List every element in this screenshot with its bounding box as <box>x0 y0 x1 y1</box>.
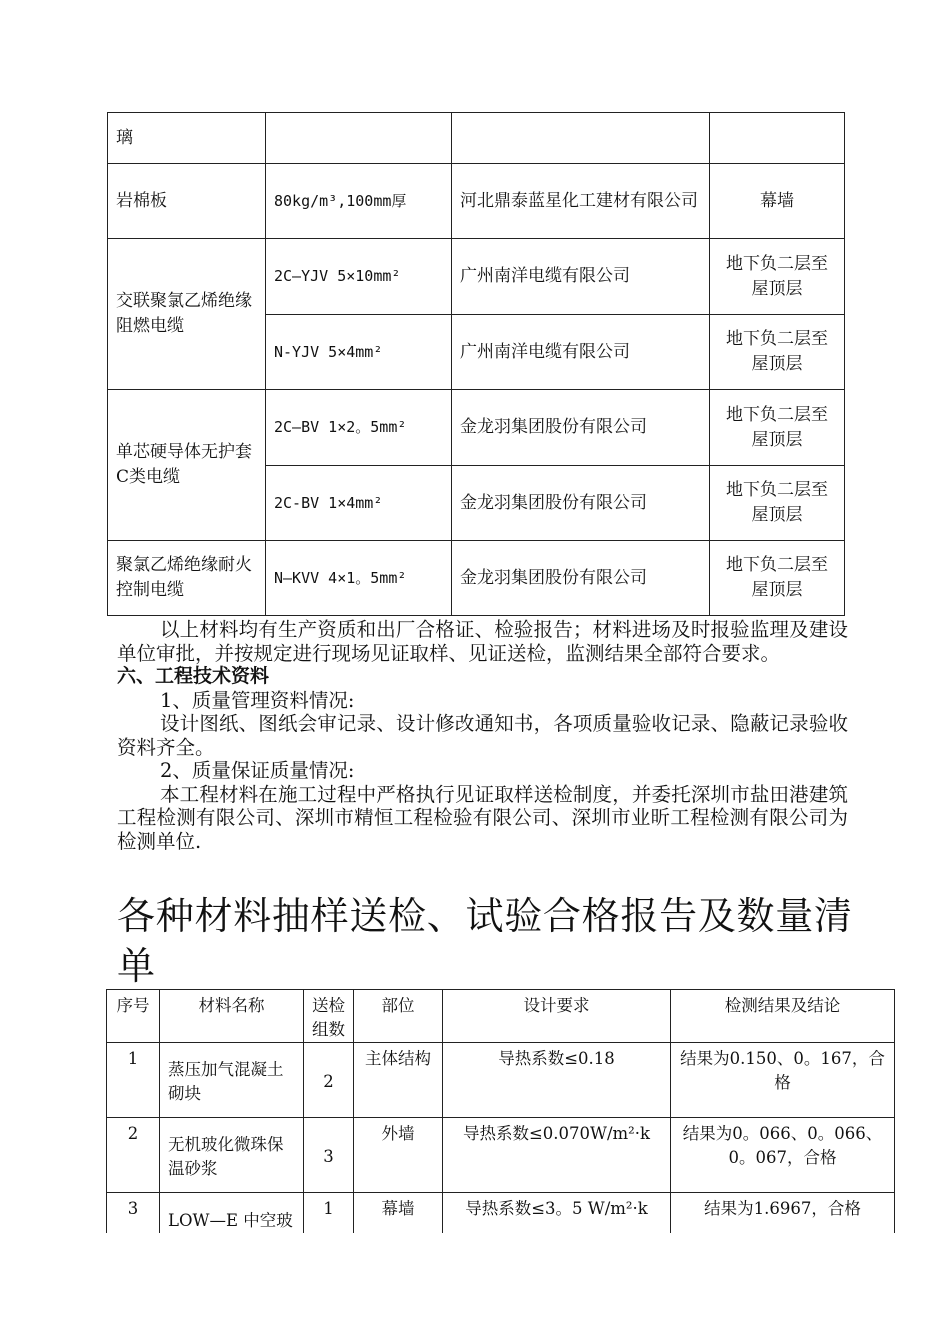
material-name: 无机玻化微珠保温砂浆 <box>160 1118 304 1193</box>
materials-summary-paragraph: 以上材料均有生产资质和出厂合格证、检验报告；材料进场及时报验监理及建设单位审批，并按规定进行现场见证取样、见证送检，监测结果全部符合要求。 <box>117 618 848 665</box>
location: 地下负二层至屋顶层 <box>710 466 845 541</box>
section-heading: 六、工程技术资料 <box>117 665 270 687</box>
body-text <box>117 618 848 853</box>
location <box>710 113 845 164</box>
material-name: 岩棉板 <box>108 164 266 239</box>
inspection-table <box>106 989 895 1233</box>
result: 结果为1.6967，合格 <box>671 1193 895 1234</box>
manufacturer: 金龙羽集团股份有限公司 <box>452 541 710 616</box>
table-header-row <box>107 990 895 1043</box>
header-groups: 送检组数 <box>304 990 354 1043</box>
location: 地下负二层至屋顶层 <box>710 390 845 466</box>
manufacturer: 河北鼎泰蓝星化工建材有限公司 <box>452 164 710 239</box>
material-name: 聚氯乙烯绝缘耐火控制电缆 <box>108 541 266 616</box>
material-name: 交联聚氯乙烯绝缘阻燃电缆 <box>108 239 266 390</box>
result: 结果为0。066、0。066、0。067，合格 <box>671 1118 895 1193</box>
location: 地下负二层至屋顶层 <box>710 239 845 315</box>
manufacturer <box>452 113 710 164</box>
quality-management-paragraph: 设计图纸、图纸会审记录、设计修改通知书，各项质量验收记录、隐蔽记录验收资料齐全。 <box>117 712 848 759</box>
materials-table <box>107 112 845 616</box>
material-spec: 80kg/m³,100mm厚 <box>266 164 452 239</box>
material-name: 单芯硬导体无护套C类电缆 <box>108 390 266 541</box>
row-no: 1 <box>107 1043 160 1118</box>
manufacturer: 广州南洋电缆有限公司 <box>452 239 710 315</box>
material-spec: 2C-BV 1×4mm² <box>266 466 452 541</box>
table-row <box>107 1043 895 1118</box>
material-name: 璃 <box>108 113 266 164</box>
requirement: 导热系数≤3。5 W/m²·k <box>443 1193 671 1234</box>
location: 外墙 <box>354 1118 443 1193</box>
location: 地下负二层至屋顶层 <box>710 315 845 390</box>
header-result: 检测结果及结论 <box>671 990 895 1043</box>
location: 主体结构 <box>354 1043 443 1118</box>
material-spec: N-YJV 5×4mm² <box>266 315 452 390</box>
table-row <box>107 1193 895 1234</box>
location: 幕墙 <box>354 1193 443 1234</box>
row-no: 2 <box>107 1118 160 1193</box>
groups-count: 1 <box>304 1193 354 1234</box>
table-row <box>108 239 845 315</box>
groups-count: 3 <box>304 1118 354 1193</box>
quality-assurance-paragraph: 本工程材料在施工过程中严格执行见证取样送检制度，并委托深圳市盐田港建筑工程检测有限公司、深圳市精恒工程检验有限公司、深圳市业昕工程检测有限公司为检测单位. <box>117 782 848 853</box>
result: 结果为0.150、0。167，合格 <box>671 1043 895 1118</box>
material-spec <box>266 113 452 164</box>
requirement: 导热系数≤0.070W/m²·k <box>443 1118 671 1193</box>
table-row <box>108 164 845 239</box>
material-spec: 2C—YJV 5×10mm² <box>266 239 452 315</box>
table-row <box>108 541 845 616</box>
list-title: 各种材料抽样送检、试验合格报告及数量清单 <box>117 894 852 988</box>
manufacturer: 金龙羽集团股份有限公司 <box>452 466 710 541</box>
location: 地下负二层至屋顶层 <box>710 541 845 616</box>
header-requirement: 设计要求 <box>443 990 671 1043</box>
subheading-quality-assurance: 2、质量保证质量情况: <box>160 759 355 782</box>
header-location: 部位 <box>354 990 443 1043</box>
material-name: LOW—E 中空玻 <box>160 1193 304 1234</box>
subheading-quality-management: 1、质量管理资料情况: <box>160 688 355 712</box>
row-no: 3 <box>107 1193 160 1234</box>
material-name: 蒸压加气混凝土砌块 <box>160 1043 304 1118</box>
location: 幕墙 <box>710 164 845 239</box>
table-row <box>108 390 845 466</box>
requirement: 导热系数≤0.18 <box>443 1043 671 1118</box>
material-spec: 2C—BV 1×2。5mm² <box>266 390 452 466</box>
material-spec: N—KVV 4×1。5mm² <box>266 541 452 616</box>
manufacturer: 广州南洋电缆有限公司 <box>452 315 710 390</box>
manufacturer: 金龙羽集团股份有限公司 <box>452 390 710 466</box>
groups-count: 2 <box>304 1043 354 1118</box>
table-row <box>108 113 845 164</box>
header-material: 材料名称 <box>160 990 304 1043</box>
header-no: 序号 <box>107 990 160 1043</box>
table-row <box>107 1118 895 1193</box>
